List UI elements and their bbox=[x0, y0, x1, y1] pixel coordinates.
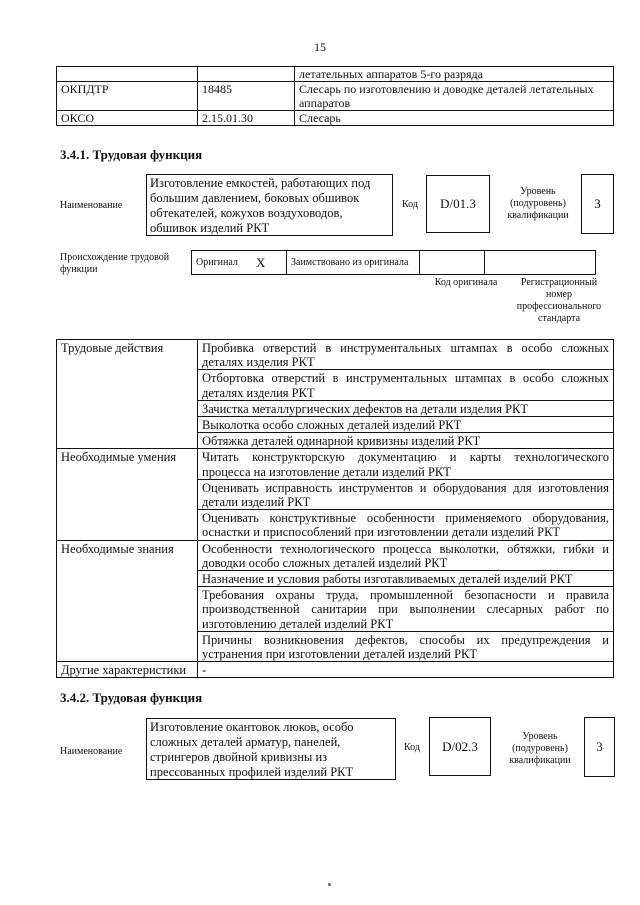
function-name: Изготовление окантовок люков, особо сложных деталей арматур, панелей, стрингеров двойной кривизны из прессованных профилей изделий РКТ bbox=[150, 720, 354, 779]
level-value: 3 bbox=[594, 196, 601, 211]
original-code-cell bbox=[420, 251, 485, 275]
function-name: Изготовление емкостей, работающих под большим давлением, боковых обшивок обтекателей, кожухов воздуховодов, обшивок изделий РКТ bbox=[150, 176, 371, 235]
scan-dot bbox=[328, 883, 331, 886]
classifier-code: ОКСО bbox=[57, 111, 198, 126]
origin-table bbox=[191, 250, 596, 275]
section-title: 3.4.2. Трудовая функция bbox=[60, 690, 203, 705]
list-item: Читать конструкторскую документацию и карты технологического процесса на изготовление детали изделий РКТ bbox=[198, 449, 614, 479]
group-label: Необходимые знания bbox=[57, 540, 198, 662]
function-code: D/01.3 bbox=[440, 196, 476, 211]
classifier-number: 18485 bbox=[198, 82, 295, 111]
table-row bbox=[57, 82, 614, 111]
table-row bbox=[57, 67, 614, 82]
level-box bbox=[584, 717, 615, 777]
name-label: Наименование bbox=[60, 746, 123, 757]
level-label: Уровень (подуровень) квалификации bbox=[509, 731, 571, 766]
group-label: Трудовые действия bbox=[57, 340, 198, 449]
list-item: Обтяжка деталей одинарной кривизны изделий РКТ bbox=[198, 433, 614, 449]
classifier-title: Слесарь bbox=[295, 111, 614, 126]
function-name-box bbox=[146, 718, 396, 780]
name-label: Наименование bbox=[60, 200, 123, 211]
list-item: Причины возникновения дефектов, способы их предупреждения и устранения при изготовлении деталей изделий РКТ bbox=[198, 631, 614, 661]
function-details-table bbox=[56, 339, 614, 678]
function-code-box bbox=[429, 717, 491, 776]
classifier-number bbox=[198, 67, 295, 82]
borrowed-label: Заимствовано из оригинала bbox=[287, 251, 420, 275]
list-item: Назначение и условия работы изготавливаемых деталей изделий РКТ bbox=[198, 571, 614, 587]
table-row bbox=[57, 540, 614, 570]
page-number: 15 bbox=[314, 40, 326, 54]
classifier-code bbox=[57, 67, 198, 82]
original-mark: X bbox=[252, 251, 287, 275]
code-original-caption: Код оригинала bbox=[434, 277, 498, 288]
level-value: 3 bbox=[596, 739, 603, 754]
list-item: - bbox=[198, 662, 614, 678]
group-label: Необходимые умения bbox=[57, 449, 198, 540]
table-row bbox=[192, 251, 596, 275]
list-item: Оценивать исправность инструментов и оборудования для изготовления детали изделий РКТ bbox=[198, 479, 614, 509]
group-label: Другие характеристики bbox=[57, 662, 198, 678]
classifier-code: ОКПДТР bbox=[57, 82, 198, 111]
classifier-table bbox=[56, 66, 614, 126]
original-label: Оригинал bbox=[192, 251, 253, 275]
section-title: 3.4.1. Трудовая функция bbox=[60, 147, 203, 162]
list-item: Отбортовка отверстий в инструментальных штампах в особо сложных деталях изделия РКТ bbox=[198, 370, 614, 400]
classifier-title: летательных аппаратов 5-го разряда bbox=[295, 67, 614, 82]
list-item: Пробивка отверстий в инструментальных штампах в особо сложных деталях изделия РКТ bbox=[198, 340, 614, 370]
origin-label: Происхождение трудовой функции bbox=[60, 252, 170, 275]
code-label: Код bbox=[404, 742, 420, 753]
code-label: Код bbox=[402, 199, 418, 210]
level-box bbox=[581, 174, 614, 234]
list-item: Особенности технологического процесса выколотки, обтяжки, гибки и доводки особо сложных деталей изделий РКТ bbox=[198, 540, 614, 570]
table-row bbox=[57, 662, 614, 678]
function-name-box bbox=[146, 174, 393, 236]
classifier-title: Слесарь по изготовлению и доводке деталей летательных аппаратов bbox=[295, 82, 614, 111]
table-row bbox=[57, 340, 614, 370]
reg-number-caption: Регистрационный номер профессионального стандарта bbox=[516, 277, 602, 324]
function-code-box bbox=[426, 175, 490, 233]
function-code: D/02.3 bbox=[442, 738, 478, 754]
table-row bbox=[57, 449, 614, 479]
list-item: Зачистка металлургических дефектов на детали изделия РКТ bbox=[198, 400, 614, 416]
list-item: Выколотка особо сложных деталей изделий РКТ bbox=[198, 417, 614, 433]
table-row bbox=[57, 111, 614, 126]
list-item: Требования охраны труда, промышленной безопасности и правила производственной санитарии при выполнении слесарных работ по изготовлению деталей изделий РКТ bbox=[198, 587, 614, 632]
list-item: Оценивать конструктивные особенности применяемого оборудования, оснастки и приспособлений при изготовлении детали изделий РКТ bbox=[198, 510, 614, 540]
reg-number-cell bbox=[485, 251, 596, 275]
classifier-number: 2.15.01.30 bbox=[198, 111, 295, 126]
level-label: Уровень (подуровень) квалификации bbox=[507, 186, 569, 221]
